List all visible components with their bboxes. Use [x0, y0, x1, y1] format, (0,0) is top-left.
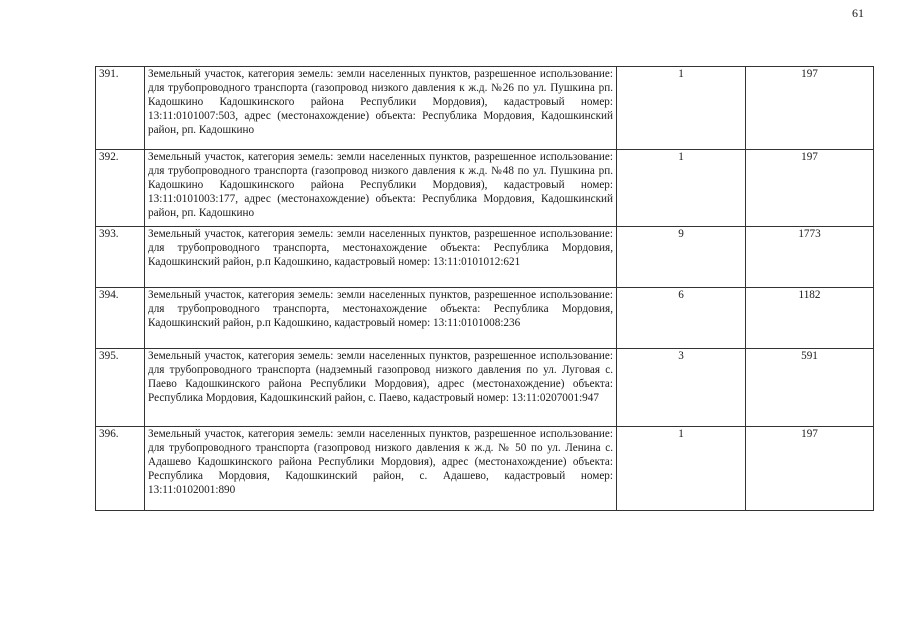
row-value: 197: [746, 150, 874, 227]
row-value: 1773: [746, 227, 874, 288]
row-description: Земельный участок, категория земель: земли населенных пунктов, разрешенное использование: для трубопроводного транспорта, местонахождение объекта: Республика Мордовия, Кадошкинский район, р.п Кадошкино, кадастровый номер: 13:11:0101008:236: [145, 288, 617, 349]
row-value: 197: [746, 67, 874, 150]
table-row: [96, 288, 874, 349]
row-quantity: 9: [617, 227, 746, 288]
row-quantity: 1: [617, 150, 746, 227]
row-description: Земельный участок, категория земель: земли населенных пунктов, разрешенное использование: для трубопроводного транспорта (газопровод низкого давления к ж.д. № 50 по ул. Ленина с. Адашево Кадошкинского района Республики Мордовия), адрес (местонахождение) объекта: Республика Мордовия, Кадошкинский район, с. Адашево, кадастровый номер: 13:11:0102001:890: [145, 427, 617, 511]
row-value: 197: [746, 427, 874, 511]
row-quantity: 1: [617, 67, 746, 150]
row-description: Земельный участок, категория земель: земли населенных пунктов, разрешенное использование: для трубопроводного транспорта (газопровод низкого давления к ж.д. №48 по ул. Пушкина рп. Кадошкино Кадошкинского района Республики Мордовия), кадастровый номер: 13:11:0101003:177, адрес (местонахождение) объекта: Республика Мордовия, Кадошкинский район, рп. Кадошкино: [145, 150, 617, 227]
row-number: 396.: [96, 427, 145, 511]
row-description: Земельный участок, категория земель: земли населенных пунктов, разрешенное использование: для трубопроводного транспорта (надземный газопровод низкого давления по ул. Луговая с. Паево Кадошкинского района Республики Мордовия), адрес (местонахождение) объекта: Республика Мордовия, Кадошкинский район, с. Паево, кадастровый номер: 13:11:0207001:947: [145, 349, 617, 427]
table-row: [96, 349, 874, 427]
row-number: 393.: [96, 227, 145, 288]
row-quantity: 6: [617, 288, 746, 349]
row-number: 392.: [96, 150, 145, 227]
row-number: 394.: [96, 288, 145, 349]
row-number: 395.: [96, 349, 145, 427]
table-row: [96, 150, 874, 227]
page-number: 61: [852, 6, 864, 20]
row-number: 391.: [96, 67, 145, 150]
row-value: 591: [746, 349, 874, 427]
row-description: Земельный участок, категория земель: земли населенных пунктов, разрешенное использование: для трубопроводного транспорта, местонахождение объекта: Республика Мордовия, Кадошкинский район, р.п Кадошкино, кадастровый номер: 13:11:0101012:621: [145, 227, 617, 288]
table-row: [96, 427, 874, 511]
row-quantity: 3: [617, 349, 746, 427]
table-row: [96, 67, 874, 150]
table-row: [96, 227, 874, 288]
row-value: 1182: [746, 288, 874, 349]
property-table: [95, 66, 874, 511]
row-description: Земельный участок, категория земель: земли населенных пунктов, разрешенное использование: для трубопроводного транспорта (газопровод низкого давления к ж.д. №26 по ул. Пушкина рп. Кадошкино Кадошкинского района Республики Мордовия), кадастровый номер: 13:11:0101007:503, адрес (местонахождение) объекта: Республика Мордовия, Кадошкинский район, рп. Кадошкино: [145, 67, 617, 150]
row-quantity: 1: [617, 427, 746, 511]
